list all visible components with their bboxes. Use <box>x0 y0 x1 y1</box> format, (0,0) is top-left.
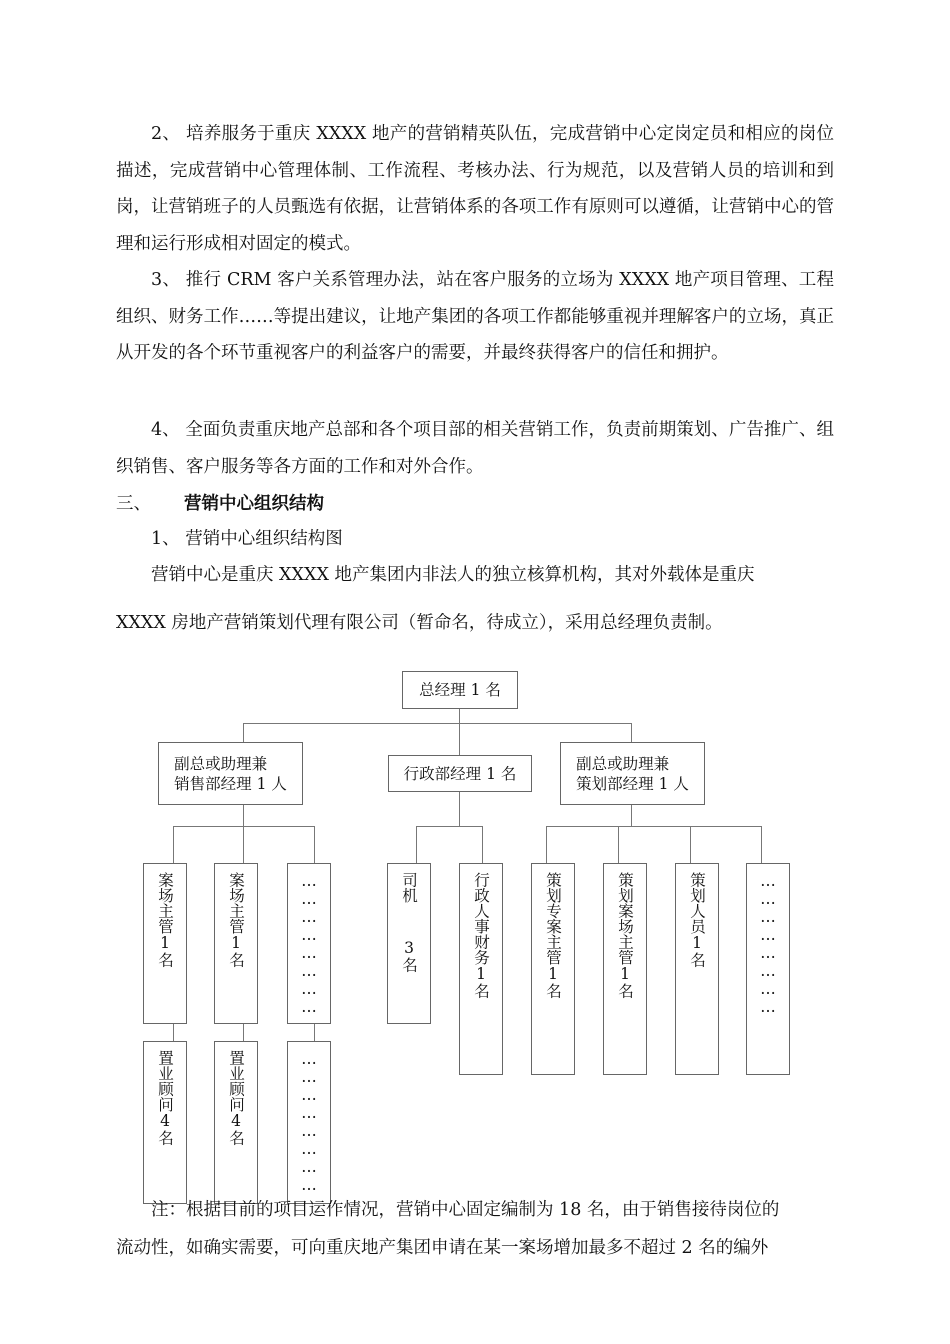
planning-project-supervisor-label: 策划专案主管1名 <box>544 872 562 999</box>
paragraph-4: 4、 全面负责重庆地产总部和各个项目部的相关营销工作，负责前期策划、广告推广、组织销售、客户服务等各方面的工作和对外合作。 <box>116 420 834 477</box>
planning-staff-label: 策划人员1名 <box>688 872 706 968</box>
paragraph-2: 2、 培养服务于重庆 XXXX 地产的营销精英队伍，完成营销中心定岗定员和相应的岗位描述，完成营销中心管理体制、工作流程、考核办法、行为规范，以及营销人员的培训和到岗，让营销班子的人员甄选有依据，让营销体系的各项工作有原则可以遵循，让营销中心的管理和运行形成相对固定的模式。 <box>116 124 834 254</box>
driver-label: 司机 3名 <box>400 872 418 973</box>
planning-head-box <box>560 742 705 805</box>
sales-other-child-box <box>287 1041 331 1204</box>
sales-other-box <box>287 863 331 1024</box>
admin-head-box <box>388 755 532 792</box>
planning-other-box <box>746 863 790 1075</box>
section-heading <box>116 486 324 522</box>
intro-line-2: XXXX 房地产营销策划代理有限公司（暂命名，待成立），采用总经理负责制。 <box>116 613 723 633</box>
sales-consultant-2-label: 置业顾问4名 <box>227 1050 245 1146</box>
subsection-heading: 1、 营销中心组织结构图 <box>151 529 343 549</box>
planning-other-label: …………………… <box>759 872 777 1016</box>
sales-supervisor-1-label: 案场主管1名 <box>156 872 174 968</box>
sales-consultant-1-box <box>143 1041 187 1204</box>
admin-hr-finance-box <box>459 863 503 1075</box>
sales-head-box <box>158 742 303 805</box>
sales-supervisor-2-box <box>214 863 258 1024</box>
sales-consultant-2-box <box>214 1041 258 1204</box>
sales-other-child-label: …………………… <box>300 1050 318 1194</box>
note-line-2: 流动性，如确实需要，可向重庆地产集团申请在某一案场增加最多不超过 2 名的编外 <box>116 1238 769 1258</box>
section-number: 三、 <box>116 494 151 514</box>
planning-project-supervisor-box <box>531 863 575 1075</box>
general-manager-label: 总经理 1 名 <box>419 681 501 699</box>
planning-site-supervisor-label: 策划案场主管1名 <box>616 872 634 999</box>
driver-box <box>387 863 431 1024</box>
note-line-1: 注：根据目前的项目运作情况，营销中心固定编制为 18 名，由于销售接待岗位的 <box>151 1200 780 1220</box>
section-title: 营销中心组织结构 <box>184 494 324 514</box>
sales-supervisor-2-label: 案场主管1名 <box>227 872 245 968</box>
sales-head-label: 副总或助理兼 销售部经理 1 人 <box>174 754 287 793</box>
sales-consultant-1-label: 置业顾问4名 <box>156 1050 174 1146</box>
sales-other-label: …………………… <box>300 872 318 1016</box>
admin-hr-finance-label: 行政人事财务1名 <box>472 872 490 999</box>
intro-line-1: 营销中心是重庆 XXXX 地产集团内非法人的独立核算机构，其对外载体是重庆 <box>151 565 755 585</box>
paragraph-3: 3、 推行 CRM 客户关系管理办法，站在客户服务的立场为 XXXX 地产项目管理、工程组织、财务工作……等提出建议，让地产集团的各项工作都能够重视并理解客户的立场，真正从开发的各个环节重视客户的利益客户的需要，并最终获得客户的信任和拥护。 <box>116 270 834 363</box>
sales-supervisor-1-box <box>143 863 187 1024</box>
general-manager-box <box>402 671 518 709</box>
planning-site-supervisor-box <box>603 863 647 1075</box>
planning-staff-box <box>675 863 719 1075</box>
admin-head-label: 行政部经理 1 名 <box>403 764 517 783</box>
planning-head-label: 副总或助理兼 策划部经理 1 人 <box>576 754 689 793</box>
